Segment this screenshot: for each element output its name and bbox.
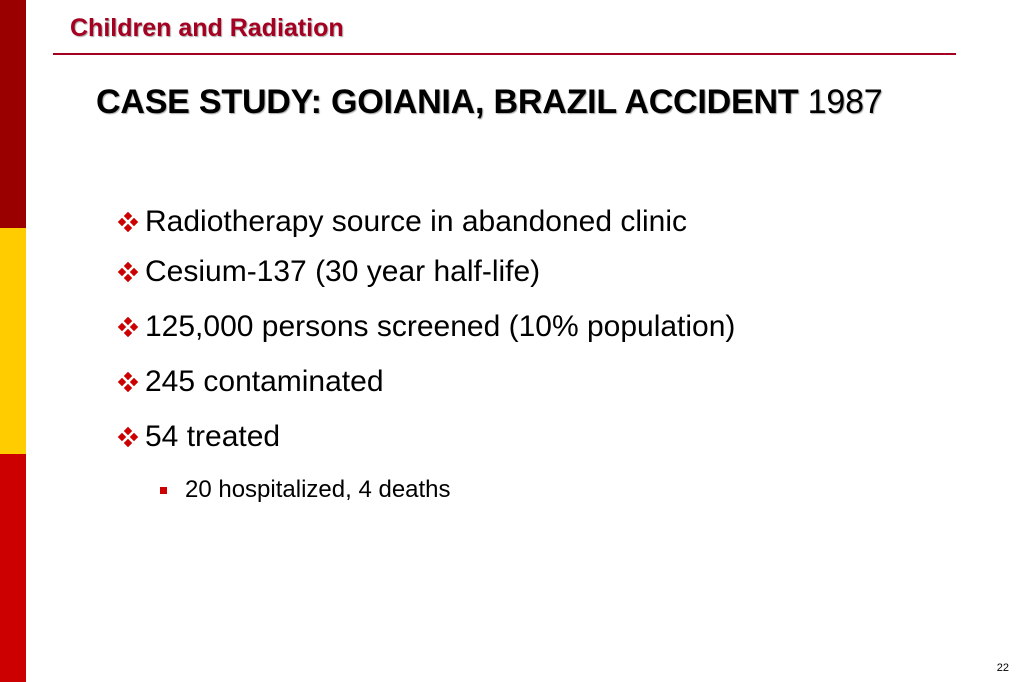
- bullet-item: [117, 365, 384, 399]
- slide-title: [96, 83, 883, 122]
- diamond-bullet-icon: [117, 426, 139, 448]
- diamond-bullet-icon: [117, 371, 139, 393]
- side-bar-gold-segment: [0, 228, 26, 454]
- slide-title-year: 1987: [807, 83, 883, 121]
- header-title: Children and Radiation: [70, 14, 344, 42]
- diamond-bullet-icon: [117, 316, 139, 338]
- side-color-bar: [0, 0, 26, 682]
- bullet-item: [117, 205, 687, 239]
- bullet-item: [117, 420, 280, 454]
- diamond-bullet-icon: [117, 261, 139, 283]
- bullet-text: Cesium-137 (30 year half-life): [145, 255, 541, 288]
- bullet-text: Radiotherapy source in abandoned clinic: [145, 205, 688, 238]
- bullet-text: 125,000 persons screened (10% population): [145, 310, 736, 343]
- sub-bullet-item: [160, 476, 451, 504]
- square-bullet-icon: [160, 487, 167, 494]
- diamond-bullet-icon: [117, 211, 139, 233]
- side-bar-red-segment: [0, 454, 26, 682]
- sub-bullet-text: 20 hospitalized, 4 deaths: [185, 476, 451, 503]
- bullet-item: [117, 255, 540, 289]
- bullet-text: 54 treated: [145, 420, 281, 453]
- bullet-item: [117, 310, 735, 344]
- side-bar-dark-red-segment: [0, 0, 26, 228]
- slide-title-main: CASE STUDY: GOIANIA, BRAZIL ACCIDENT: [96, 83, 799, 121]
- header-rule: [53, 53, 956, 55]
- bullet-text: 245 contaminated: [145, 365, 384, 398]
- page-number: 22: [996, 662, 1009, 674]
